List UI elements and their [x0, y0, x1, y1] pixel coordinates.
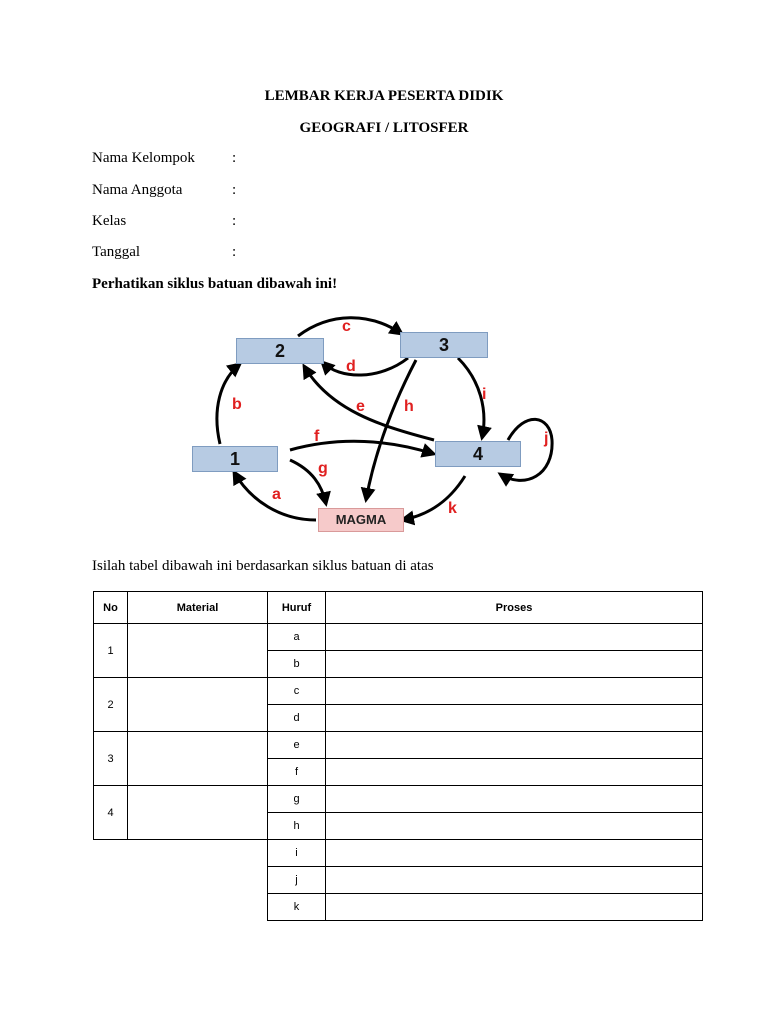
- table-row: [94, 867, 703, 894]
- node-3: 3: [400, 332, 488, 358]
- header-proses: Proses: [326, 592, 703, 624]
- cell-empty: [128, 840, 268, 867]
- worksheet-subtitle: GEOGRAFI / LITOSFER: [299, 120, 469, 136]
- cell-huruf: f: [268, 759, 326, 786]
- field-label: Nama Anggota: [92, 182, 183, 198]
- node-1: 1: [192, 446, 278, 472]
- cell-material[interactable]: [128, 624, 268, 678]
- header-no: No: [94, 592, 128, 624]
- arrow-h: [366, 360, 416, 500]
- diagram-instruction: Perhatikan siklus batuan dibawah ini!: [92, 276, 338, 292]
- cell-proses[interactable]: [326, 867, 703, 894]
- arrow-e: [304, 366, 434, 440]
- cell-proses[interactable]: [326, 651, 703, 678]
- cell-huruf: c: [268, 678, 326, 705]
- field-colon: :: [232, 213, 237, 229]
- table-instruction: Isilah tabel dibawah ini berdasarkan siklus batuan di atas: [92, 558, 434, 574]
- cell-no: 4: [94, 786, 128, 840]
- field-label: Tanggal: [92, 244, 141, 260]
- cell-proses[interactable]: [326, 813, 703, 840]
- cell-no: 1: [94, 624, 128, 678]
- cell-huruf: e: [268, 732, 326, 759]
- cell-proses[interactable]: [326, 705, 703, 732]
- label-k: k: [448, 500, 457, 517]
- rock-cycle-diagram: [180, 310, 580, 540]
- field-label: Nama Kelompok: [92, 150, 195, 166]
- cell-material[interactable]: [128, 732, 268, 786]
- label-c: c: [342, 318, 351, 335]
- cell-empty: [128, 867, 268, 894]
- arrow-f: [290, 441, 434, 454]
- label-e: e: [356, 398, 365, 415]
- label-a: a: [272, 486, 281, 503]
- label-f: f: [314, 428, 320, 445]
- cell-no: 2: [94, 678, 128, 732]
- cell-huruf: b: [268, 651, 326, 678]
- label-d: d: [346, 358, 356, 375]
- cell-huruf: a: [268, 624, 326, 651]
- label-j: j: [544, 430, 549, 447]
- cell-no: 3: [94, 732, 128, 786]
- arrow-i: [458, 358, 487, 438]
- table-header-row: [94, 592, 703, 624]
- table-row: [94, 732, 703, 759]
- label-i: i: [482, 386, 487, 403]
- label-g: g: [318, 460, 328, 477]
- table-row: [94, 624, 703, 651]
- cell-huruf: d: [268, 705, 326, 732]
- node-magma: MAGMA: [318, 508, 404, 532]
- cell-proses[interactable]: [326, 786, 703, 813]
- field-colon: :: [232, 244, 237, 260]
- table-row: [94, 840, 703, 867]
- cell-empty: [128, 894, 268, 921]
- field-colon: :: [232, 182, 237, 198]
- field-label: Kelas: [92, 213, 127, 229]
- table-row: [94, 894, 703, 921]
- cell-empty: [94, 867, 128, 894]
- header-material: Material: [128, 592, 268, 624]
- cell-huruf: g: [268, 786, 326, 813]
- cell-proses[interactable]: [326, 759, 703, 786]
- cell-empty: [94, 894, 128, 921]
- header-huruf: Huruf: [268, 592, 326, 624]
- label-b: b: [232, 396, 242, 413]
- node-2: 2: [236, 338, 324, 364]
- node-4: 4: [435, 441, 521, 467]
- cell-material[interactable]: [128, 786, 268, 840]
- arrow-d: [322, 358, 408, 375]
- table-row: [94, 786, 703, 813]
- worksheet-title: LEMBAR KERJA PESERTA DIDIK: [264, 88, 504, 104]
- field-colon: :: [232, 150, 237, 166]
- cell-huruf: i: [268, 840, 326, 867]
- process-table: [93, 591, 703, 921]
- cell-empty: [94, 840, 128, 867]
- cell-huruf: h: [268, 813, 326, 840]
- cell-proses[interactable]: [326, 732, 703, 759]
- cell-proses[interactable]: [326, 840, 703, 867]
- label-h: h: [404, 398, 414, 415]
- cell-proses[interactable]: [326, 678, 703, 705]
- cell-proses[interactable]: [326, 894, 703, 921]
- cell-material[interactable]: [128, 678, 268, 732]
- cell-proses[interactable]: [326, 624, 703, 651]
- table-row: [94, 678, 703, 705]
- cell-huruf: j: [268, 867, 326, 894]
- cell-huruf: k: [268, 894, 326, 921]
